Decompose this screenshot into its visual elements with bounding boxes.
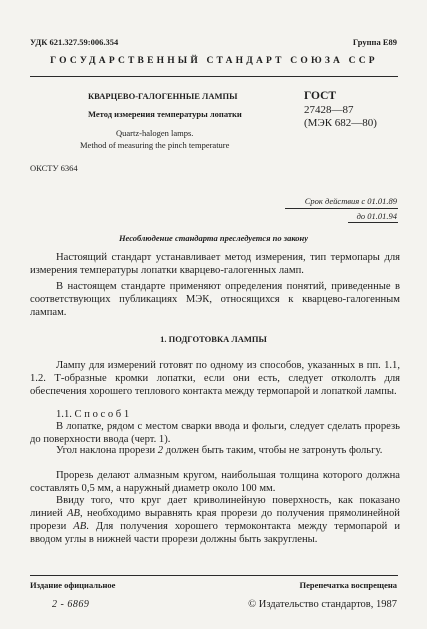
group-code: Группа Е89 (352, 37, 397, 47)
section-p3-text-b: должен быть таким, чтобы не затронуть фольгу. (163, 445, 383, 456)
section-paragraph-5 (30, 494, 400, 546)
section-p5-ab-2: AB (73, 521, 87, 532)
section-paragraph-3 (30, 444, 400, 457)
section-p3-text-a: Угол наклона прорези (56, 445, 158, 456)
intro-p1-text: Настоящий стандарт устанавливает метод измерения, тип термопары для измерения температуры лопатки кварцево-галогенных ламп. (30, 252, 400, 276)
intro-p2-text: В настоящем стандарте применяют определения понятий, приведенные в соответствующих публикациях МЭК, относящихся к кварцево-галогенным лампам. (30, 281, 400, 318)
official-edition: Издание официальное (30, 580, 116, 590)
validity-to: до 01.01.94 (356, 211, 397, 221)
title-en-1: Quartz-halogen lamps. (116, 128, 194, 138)
gost-label: ГОСТ (304, 90, 337, 102)
section-p5-text-b: , необходимо выравнять края прорези до получения прямолинейной прорези (30, 508, 400, 532)
gost-number: 27428—87 (304, 104, 354, 116)
section-paragraph-1 (30, 359, 400, 398)
section-p1-text: Лампу для измерений готовят по одному из способов, указанных в пп. 1.1, 1.2. Т-образные кромки лопатки, если они есть, следует откололть для обеспечения хорошего теплового контакта между термопарой и лопаткой лампы. (30, 360, 400, 397)
validity-from: Срок действия с 01.01.89 (304, 196, 397, 206)
section-paragraph-4 (30, 469, 400, 495)
intro-paragraph-1 (30, 251, 400, 277)
iec-number: (МЭК 682—80) (304, 117, 377, 129)
reprint-notice: Перепечатка воспрещена (299, 580, 397, 590)
title-sub: Метод измерения температуры лопатки (88, 109, 242, 119)
print-stamp: 2 - 6869 (52, 599, 90, 610)
intro-paragraph-2 (30, 280, 400, 319)
udk-code: УДК 621.327.59:006.354 (30, 37, 119, 47)
header-rule (30, 76, 398, 77)
standard-line: ГОСУДАРСТВЕННЫЙ СТАНДАРТ СОЮЗА ССР (50, 56, 378, 66)
validity-rule-1 (285, 208, 398, 209)
section-heading: 1. ПОДГОТОВКА ЛАМПЫ (160, 334, 267, 344)
validity-rule-2 (348, 222, 398, 223)
section-p3-num: 2 (157, 445, 164, 456)
legal-notice: Несоблюдение стандарта преследуется по закону (118, 233, 309, 243)
footer-rule (30, 575, 398, 576)
title-main: КВАРЦЕВО-ГАЛОГЕННЫЕ ЛАМПЫ (88, 91, 238, 101)
method-text: 1.1. С п о с о б 1 (56, 409, 130, 420)
title-en-2: Method of measuring the pinch temperature (80, 140, 230, 150)
copyright: © Издательство стандартов, 1987 (248, 599, 397, 610)
section-p4-text: Прорезь делают алмазным кругом, наибольшая толщина которого должна составлять 0,5 мм, а наружный диаметр около 100 мм. (30, 470, 400, 494)
section-p2-text: В лопатке, рядом с местом сварки ввода и фольги, следует сделать прорезь до поверхности ввода (черт. 1). (30, 421, 400, 445)
section-p5-ab-1: AB (67, 508, 80, 519)
section-p5-text-a: Ввиду того, что круг дает криволинейную поверхность, как показано линией (30, 495, 400, 519)
section-p5-text-c: . Для получения хорошего термоконтакта между термопарой и вводом углы в нижней части прорези должны быть закруглены. (30, 521, 400, 545)
section-paragraph-2 (30, 420, 400, 446)
okstu-code: ОКСТУ 6364 (30, 163, 78, 173)
